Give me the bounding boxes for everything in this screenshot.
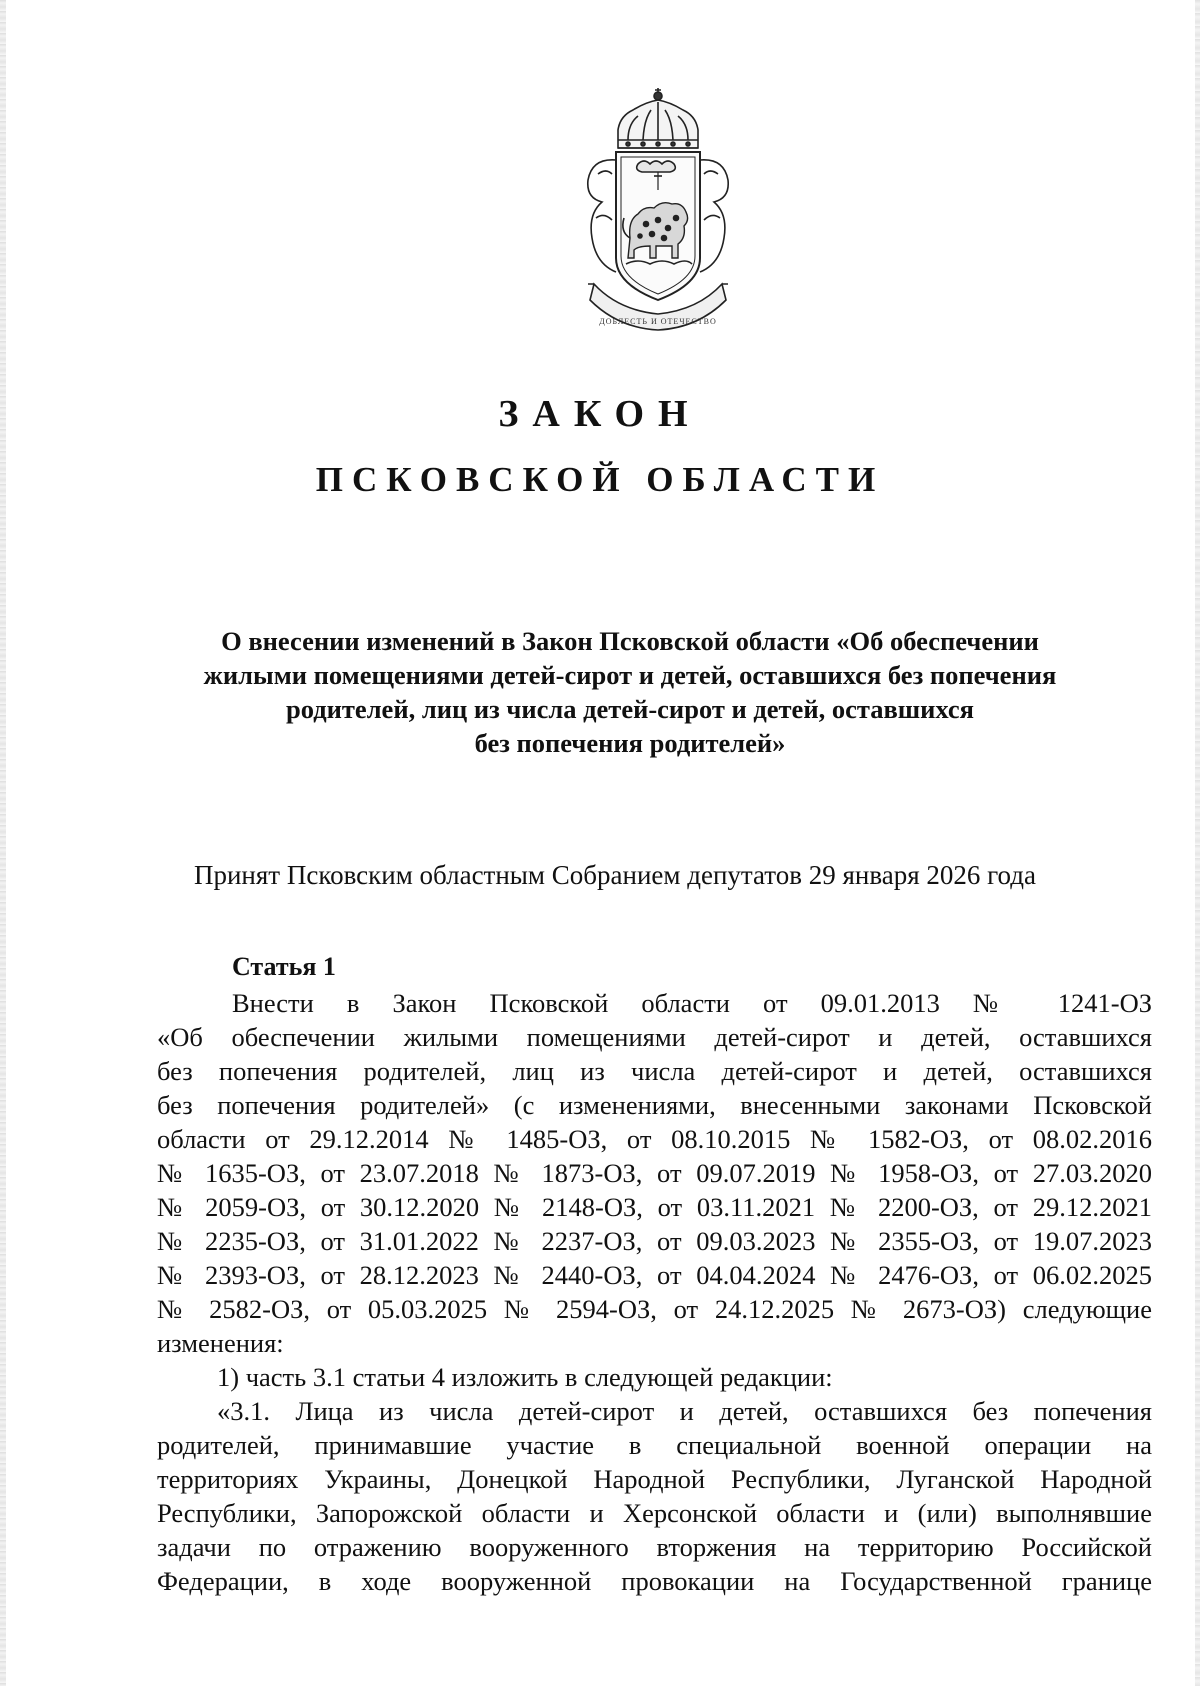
coat-of-arms-emblem xyxy=(558,88,758,338)
article-heading: Статья 1 xyxy=(232,952,336,981)
article-line: № 2582-ОЗ, от 05.03.2025 № 2594-ОЗ, от 24.12.2025 № 2673-ОЗ) следующие xyxy=(157,1294,1152,1324)
article-body xyxy=(157,986,1152,1598)
article-line: родителей, принимавшие участие в специальной военной операции на xyxy=(157,1430,1152,1460)
article-line: Внести в Закон Псковской области от 09.01.2013 № 1241-ОЗ xyxy=(232,988,1152,1018)
law-name-line: О внесении изменений в Закон Псковской области «Об обеспечении xyxy=(221,626,1039,656)
scan-edge-right xyxy=(1195,0,1200,1686)
article-line: 1) часть 3.1 статьи 4 изложить в следующей редакции: xyxy=(217,1362,833,1392)
law-name-line: без попечения родителей» xyxy=(474,728,786,758)
article-line: Федерации, в ходе вооруженной провокации на Государственной границе xyxy=(157,1566,1152,1596)
document-title: ЗАКОН xyxy=(498,393,702,435)
adoption-statement: Принят Псковским областным Собранием депутатов 29 января 2026 года xyxy=(193,860,1037,890)
article-line: № 2059-ОЗ, от 30.12.2020 № 2148-ОЗ, от 03.11.2021 № 2200-ОЗ, от 29.12.2021 xyxy=(157,1192,1152,1222)
article-line: № 1635-ОЗ, от 23.07.2018 № 1873-ОЗ, от 09.07.2019 № 1958-ОЗ, от 27.03.2020 xyxy=(157,1158,1152,1188)
article-line: задачи по отражению вооруженного вторжения на территорию Российской xyxy=(157,1532,1152,1562)
law-name-line: родителей, лиц из числа детей-сирот и детей, оставшихся xyxy=(286,694,974,724)
article-line: № 2235-ОЗ, от 31.01.2022 № 2237-ОЗ, от 09.03.2023 № 2355-ОЗ, от 19.07.2023 xyxy=(157,1226,1152,1256)
article-line: № 2393-ОЗ, от 28.12.2023 № 2440-ОЗ, от 04.04.2024 № 2476-ОЗ, от 06.02.2025 xyxy=(157,1260,1152,1290)
scan-edge-left xyxy=(0,0,6,1686)
article-line: «3.1. Лица из числа детей-сирот и детей, оставшихся без попечения xyxy=(217,1396,1152,1426)
article-line: без попечения родителей» (с изменениями, внесенными законами Псковской xyxy=(157,1090,1152,1120)
article-line: «Об обеспечении жилыми помещениями детей-сирот и детей, оставшихся xyxy=(157,1022,1152,1052)
article-line: Республики, Запорожской области и Херсонской области и (или) выполнявшие xyxy=(157,1498,1152,1528)
article-line: без попечения родителей, лиц из числа детей-сирот и детей, оставшихся xyxy=(157,1056,1152,1086)
article-line: территориях Украины, Донецкой Народной Республики, Луганской Народной xyxy=(157,1464,1152,1494)
article-line: изменения: xyxy=(157,1328,284,1358)
law-name-line: жилыми помещениями детей-сирот и детей, оставшихся без попечения xyxy=(203,660,1057,690)
law-name xyxy=(150,624,1110,760)
document-region: ПСКОВСКОЙ ОБЛАСТИ xyxy=(315,460,885,499)
article-line: области от 29.12.2014 № 1485-ОЗ, от 08.10.2015 № 1582-ОЗ, от 08.02.2016 xyxy=(157,1124,1152,1154)
emblem-motto: ДОБЛЕСТЬ И ОТЕЧЕСТВО xyxy=(599,317,717,326)
